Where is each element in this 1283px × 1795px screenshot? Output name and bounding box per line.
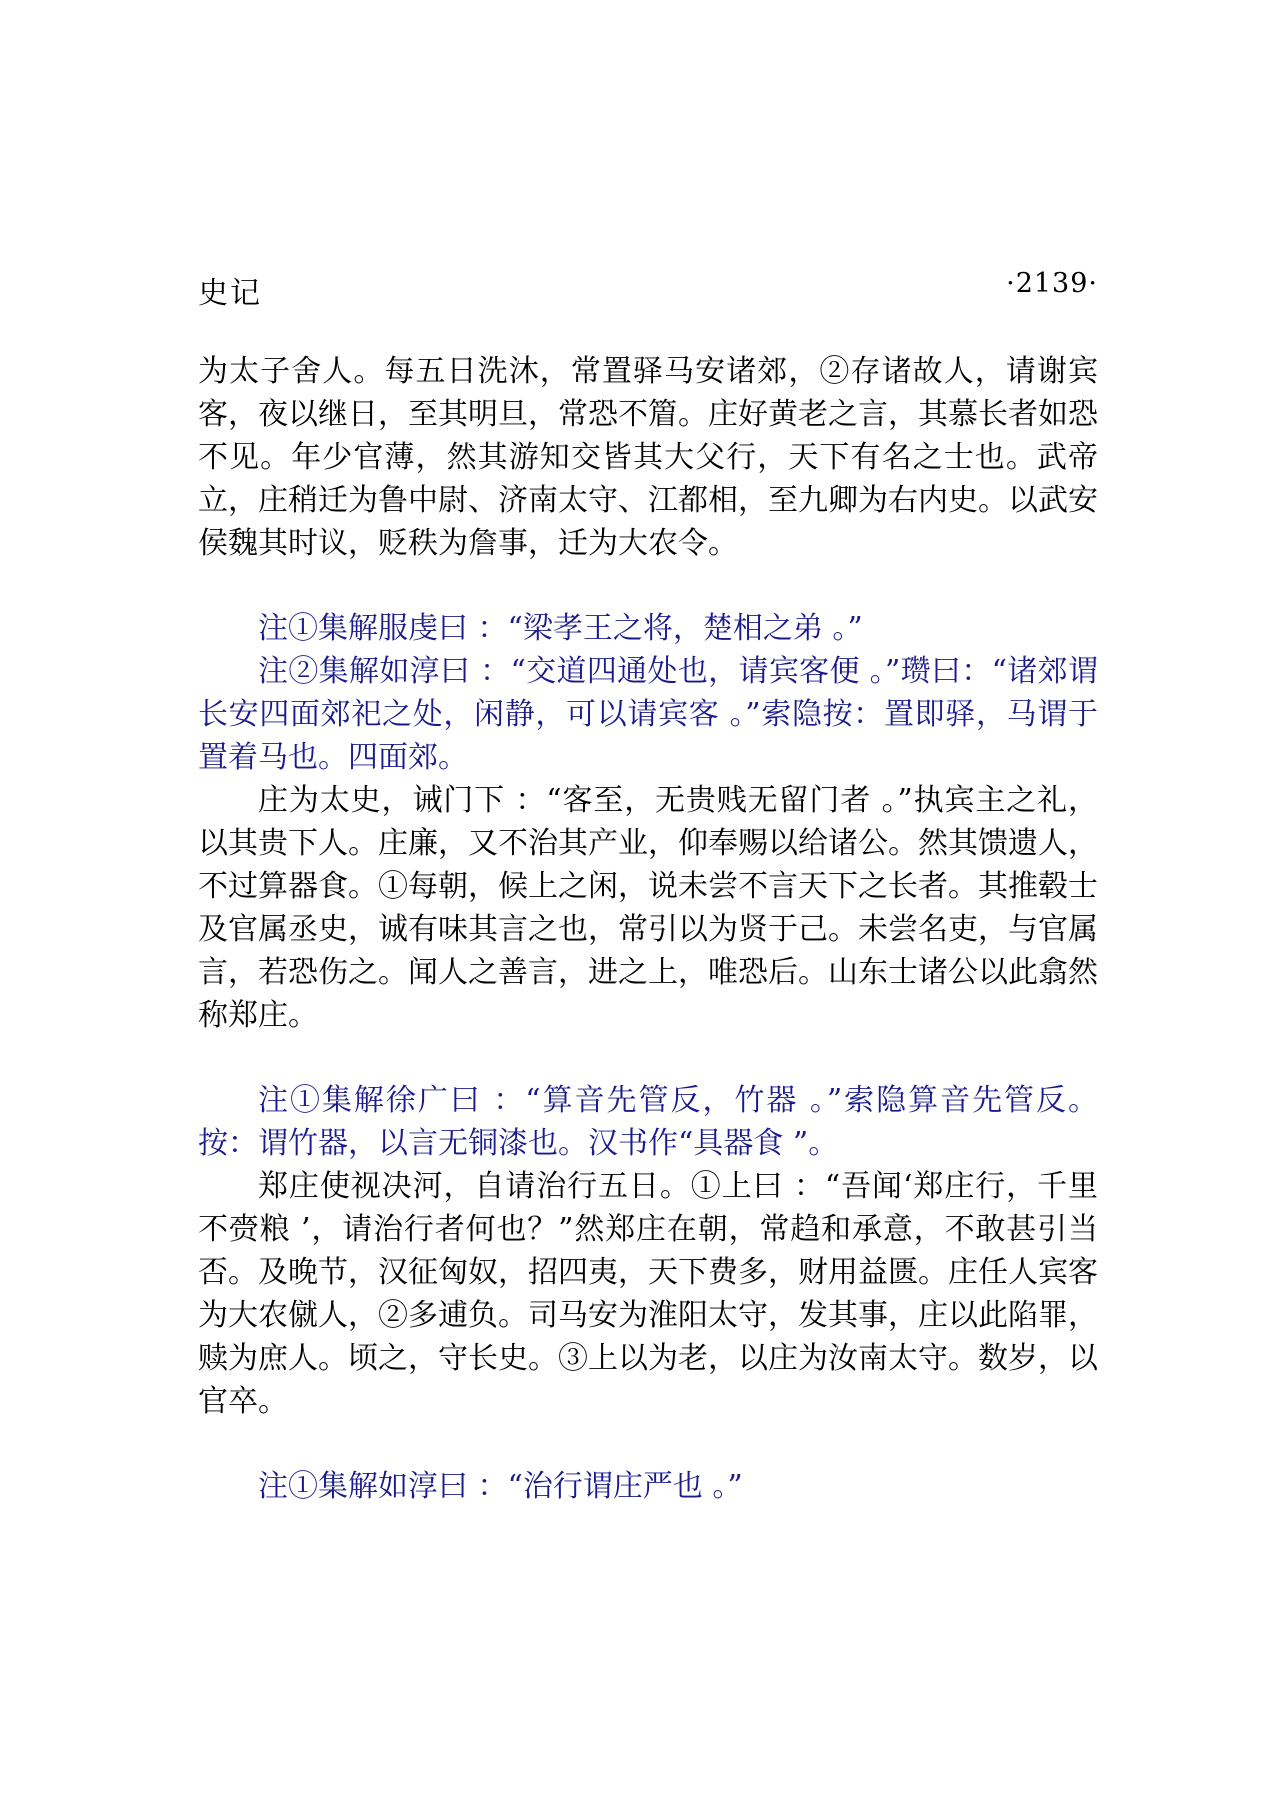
annotation-note-4: 注①集解如淳曰 ：“治行谓庄严也 。”	[258, 1469, 743, 1504]
main-paragraph-1: 为太子舍人。每五日洗沐，常置驿马安诸郊，②存诸故人，请谢宾客，夜以继日，至其明旦，常恐不篃。庄好黄老之言，其慕长者如恐不见。年少官薄，然其游知交皆其大父行，天下有名之士也。武帝立，庄稍迁为鲁中尉、济南太守、江都相，至九卿为右内史。以武安侯魏其时议，贬秩为詹事，迁为大农令。	[198, 354, 1098, 561]
section-gap	[198, 1037, 1098, 1079]
main-paragraph-2: 庄为太史，诫门下 ：“客至，无贵贱无留门者 。”执宾主之礼，以其贵下人。庄廉，又不治其产业，仰奉赐以给诸公。然其馈遗人，不过算器食。①每朝，候上之闲，说未尝不言天下之长者。其推毂士及官属丞史，诚有味其言之也，常引以为贤于己。未尝名吏，与官属言，若恐伤之。闻人之善言，进之上，唯恐后。山东士诸公以此翕然称郑庄。	[198, 783, 1098, 1033]
annotation-note-2: 注②集解如淳曰 ：“交道四通处也，请宾客便 。”瓒曰：“诸郊谓长安四面郊祀之处，闲静，可以请宾客 。”索隐按：置即驿，马谓于置着马也。四面郊。	[198, 654, 1098, 775]
section-gap	[198, 565, 1098, 607]
annotation-note-3: 注①集解徐广曰 ：“算音先管反，竹器 。”索隐算音先管反。按：谓竹器，以言无铜漆也。汉书作“具器食 ”。	[198, 1083, 1098, 1161]
section-gap	[198, 1423, 1098, 1465]
main-paragraph-3: 郑庄使视决河，自请治行五日。①上曰 ：“吾闻‘郑庄行，千里不赍粮 ’，请治行者何也？”然郑庄在朝，常趋和承意，不敢甚引当否。及晚节，汉征匈奴，招四夷，天下费多，财用益匮。庄任人宾客为大农僦人，②多逋负。司马安为淮阳太守，发其事，庄以此陷罪，赎为庶人。顷之，守长史。③上以为老，以庄为汝南太守。数岁，以官卒。	[198, 1169, 1098, 1419]
page-header	[198, 268, 1098, 311]
annotation-note-1: 注①集解服虔曰 ：“梁孝王之将，楚相之弟 。”	[258, 611, 863, 646]
book-title: 史记	[198, 276, 262, 311]
page-number: ·2139·	[1006, 268, 1098, 299]
page-body	[198, 350, 1098, 1508]
